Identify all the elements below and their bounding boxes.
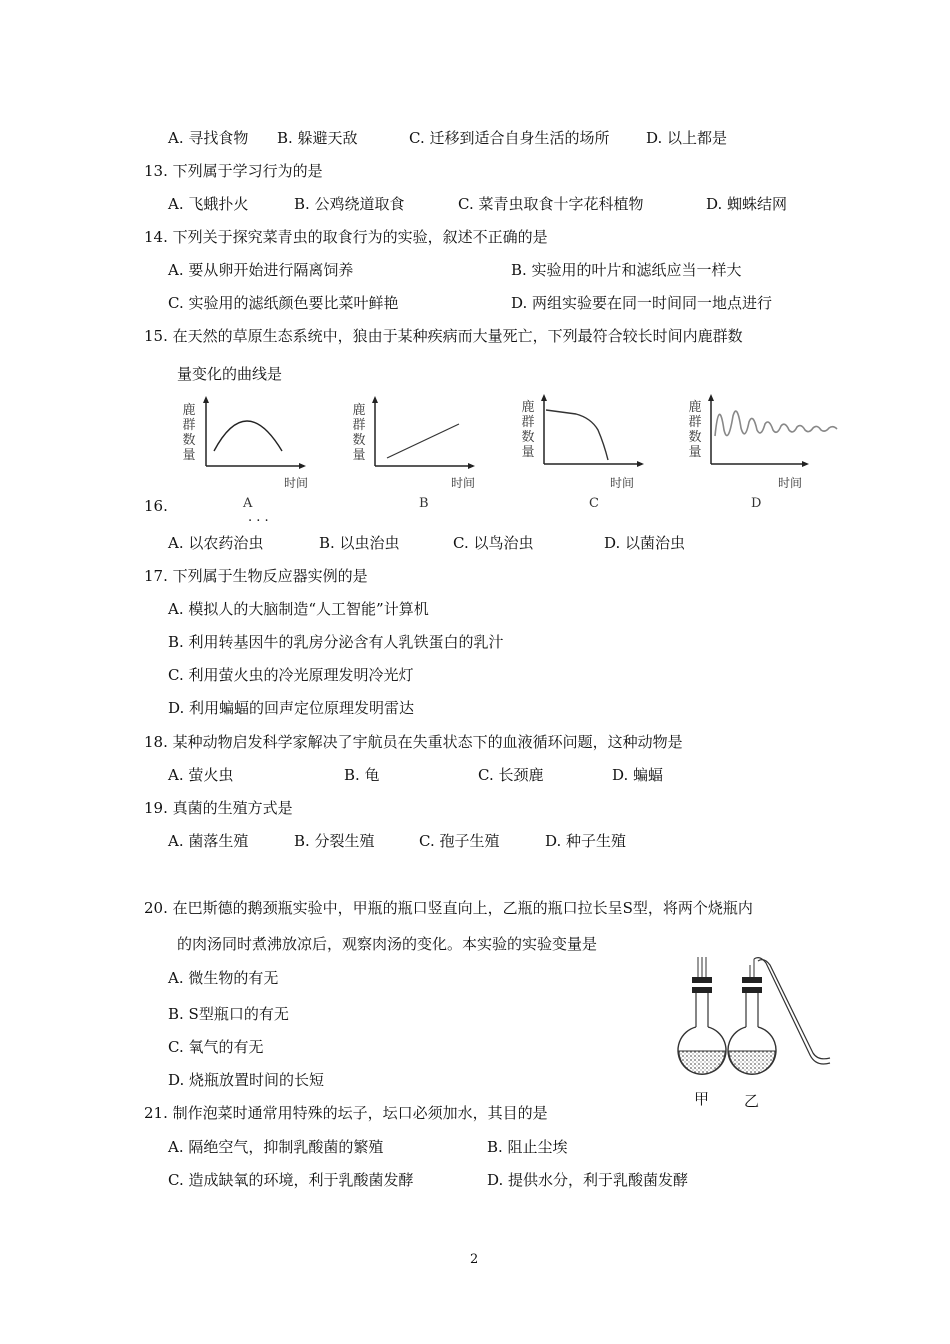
page-number: 2 [470,1252,479,1267]
graph-a-y-label: 鹿群数量 [182,403,196,463]
flask-yi [728,958,830,1075]
graph-d-y-label: 鹿群数量 [688,400,702,460]
graph-a-x-label: 时间 [284,476,309,490]
graph-d-letter: D [751,496,762,511]
q18-option-b: B. 龟 [344,766,380,784]
q19-option-b: B. 分裂生殖 [294,832,375,850]
q13-option-a: A. 飞蛾扑火 [168,195,249,213]
q21-option-b: B. 阻止尘埃 [487,1138,568,1156]
graph-b-curve [387,424,459,458]
q16-option-a: A. 以农药治虫 [168,534,264,552]
graph-a-curve [214,421,282,451]
q13-stem: 13. 下列属于学习行为的是 [144,162,323,180]
graph-a-letter: A [243,496,253,511]
q14-option-b: B. 实验用的叶片和滤纸应当一样大 [511,261,742,279]
graph-b-letter: B [419,496,429,511]
q20-stem-line2: 的肉汤同时煮沸放凉后，观察肉汤的变化。本实验的实验变量是 [177,935,598,953]
q21-option-c: C. 造成缺氧的环境，利于乳酸菌发酵 [168,1171,414,1189]
q20-option-c: C. 氧气的有无 [168,1038,264,1056]
q17-option-c: C. 利用萤火虫的冷光原理发明冷光灯 [168,666,414,684]
q16-option-b: B. 以虫治虫 [319,534,400,552]
q18-option-c: C. 长颈鹿 [478,766,544,784]
q18-stem: 18. 某种动物启发科学家解决了宇航员在失重状态下的血液循环问题，这种动物是 [144,733,683,751]
graph-d-curve [715,411,837,436]
q12-option-a: A. 寻找食物 [168,129,249,147]
q13-option-d: D. 蜘蛛结网 [706,195,788,213]
q13-option-c: C. 菜青虫取食十字花科植物 [458,195,644,213]
q21-stem: 21. 制作泡菜时通常用特殊的坛子，坛口必须加水，其目的是 [144,1104,548,1122]
q15-stem-line1: 15. 在天然的草原生态系统中，狼由于某种疾病而大量死亡，下列最符合较长时间内鹿群数 [144,327,743,345]
flask-label-jia: 甲 [694,1090,710,1108]
q20-option-b: B. S型瓶口的有无 [168,1005,289,1023]
graph-c-y-label: 鹿群数量 [521,400,535,460]
q17-option-a: A. 模拟人的大脑制造“人工智能”计算机 [168,600,429,618]
graph-b-x-label: 时间 [451,476,476,490]
q17-stem: 17. 下列属于生物反应器实例的是 [144,567,368,585]
q19-option-d: D. 种子生殖 [545,832,627,850]
graph-c-curve [546,410,608,460]
graph-b-axes [367,396,477,471]
graph-d-axes [703,394,843,469]
flask-jia [678,957,726,1074]
graph-c-x-label: 时间 [610,476,635,490]
swan-neck-flask-illustration [670,955,835,1085]
q21-option-d: D. 提供水分，利于乳酸菌发酵 [487,1171,689,1189]
graph-c-letter: C [589,496,599,511]
q20-option-d: D. 烧瓶放置时间的长短 [168,1071,325,1089]
q20-option-a: A. 微生物的有无 [168,969,279,987]
q19-option-c: C. 孢子生殖 [419,832,500,850]
q17-option-b: B. 利用转基因牛的乳房分泌含有人乳铁蛋白的乳汁 [168,633,504,651]
q16-stem: 16. [144,497,173,515]
graph-b-y-label: 鹿群数量 [352,403,366,463]
q14-option-a: A. 要从卵开始进行隔离饲养 [168,261,354,279]
graph-c-axes [536,394,646,469]
q16-option-d: D. 以菌治虫 [604,534,686,552]
q21-option-a: A. 隔绝空气，抑制乳酸菌的繁殖 [168,1138,384,1156]
q13-option-b: B. 公鸡绕道取食 [294,195,405,213]
q15-stem-line2: 量变化的曲线是 [177,365,283,383]
q18-option-a: A. 萤火虫 [168,766,234,784]
q14-option-c: C. 实验用的滤纸颜色要比菜叶鲜艳 [168,294,399,312]
q14-stem: 14. 下列关于探究菜青虫的取食行为的实验，叙述不正确的是 [144,228,548,246]
q18-option-d: D. 蝙蝠 [612,766,664,784]
q14-option-d: D. 两组实验要在同一时间同一地点进行 [511,294,773,312]
q12-option-d: D. 以上都是 [646,129,728,147]
q16-emphasis-dots: . . . [248,510,269,525]
graph-a-axes [198,396,308,471]
q20-stem-line1: 20. 在巴斯德的鹅颈瓶实验中，甲瓶的瓶口竖直向上，乙瓶的瓶口拉长呈S型，将两个烧瓶内 [144,899,753,917]
q17-option-d: D. 利用蝙蝠的回声定位原理发明雷达 [168,699,415,717]
q12-option-c: C. 迁移到适合自身生活的场所 [409,129,610,147]
q16-option-c: C. 以鸟治虫 [453,534,534,552]
graph-d-x-label: 时间 [778,476,803,490]
flask-label-yi: 乙 [744,1092,760,1110]
q12-option-b: B. 躲避天敌 [277,129,358,147]
q19-option-a: A. 菌落生殖 [168,832,249,850]
q19-stem: 19. 真菌的生殖方式是 [144,799,293,817]
